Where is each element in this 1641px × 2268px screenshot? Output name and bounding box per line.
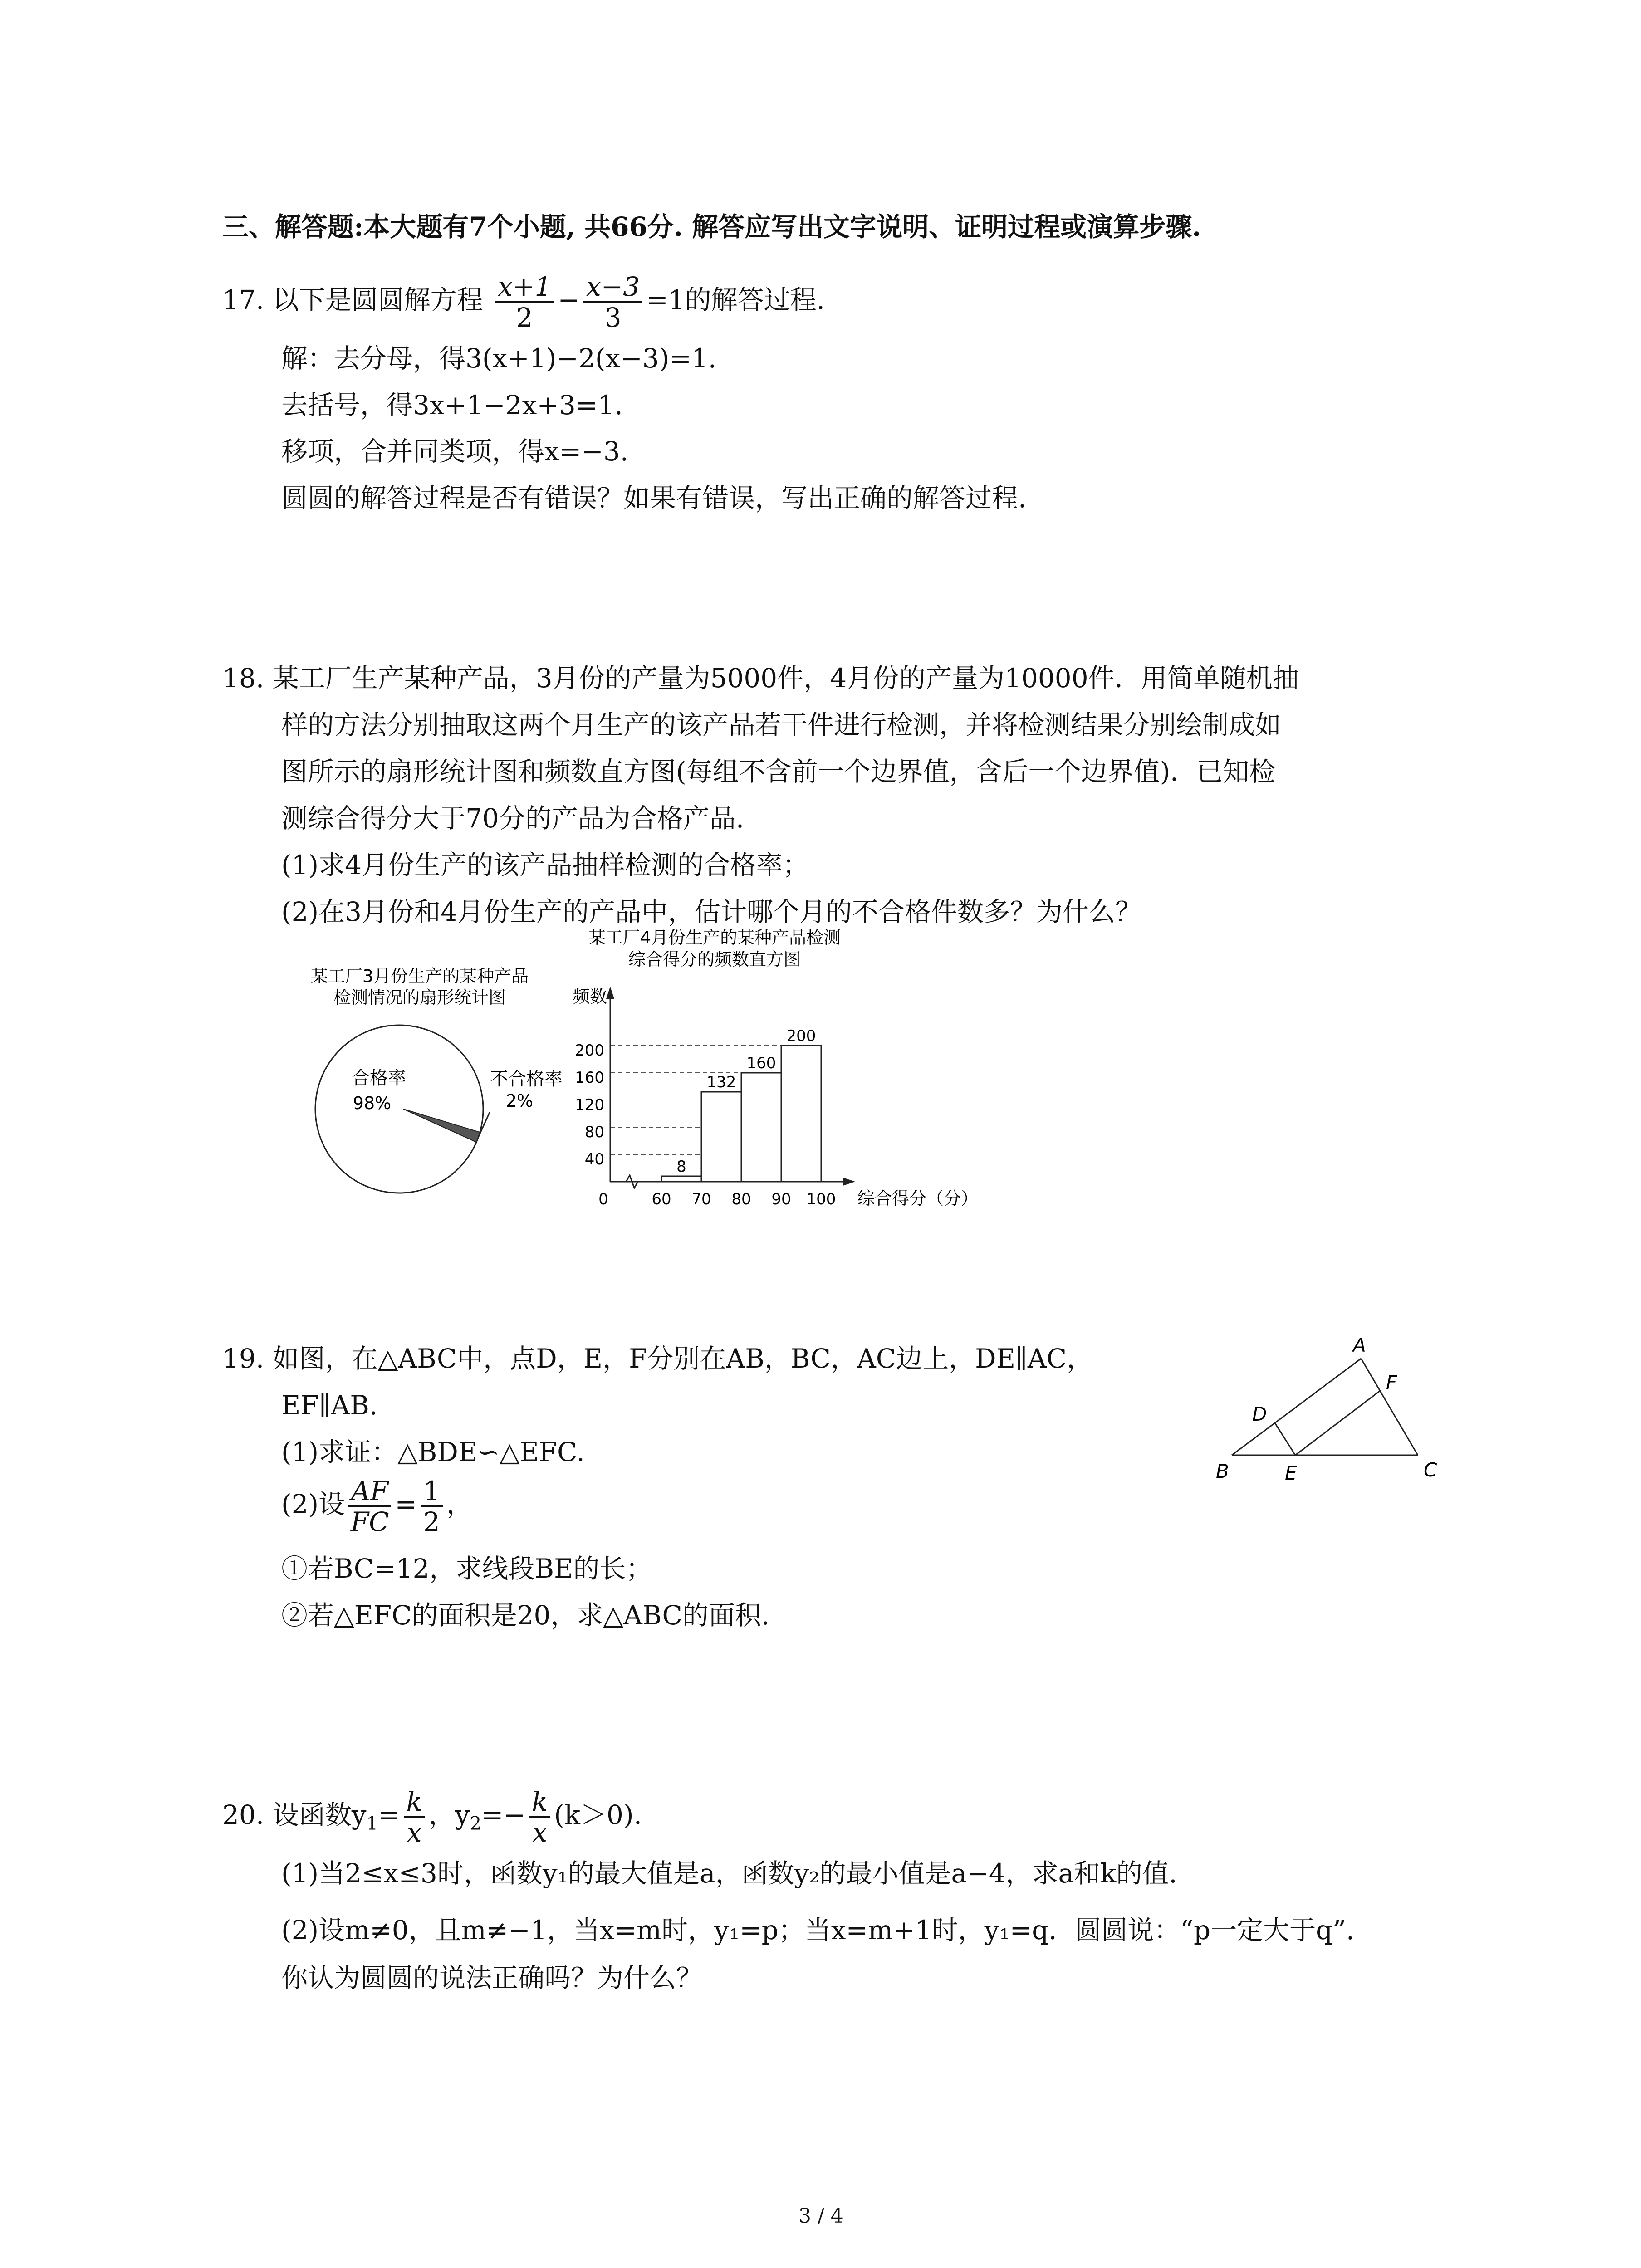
q20-mid: ，y — [428, 1799, 470, 1831]
q18-line2: 样的方法分别抽取这两个月生产的该产品若干件进行检测，并将检测结果分别绘制成如 — [281, 709, 1282, 740]
hist-bars — [661, 1027, 821, 1182]
q18-line1 — [222, 662, 1299, 694]
pie-title-line1: 某工厂3月份生产的某种产品 — [310, 966, 529, 986]
q17-number: 17. — [222, 284, 265, 316]
triangle-figure — [1207, 1334, 1461, 1497]
hist-x-arrow-icon — [843, 1178, 855, 1186]
hist-bar-label: 160 — [746, 1054, 776, 1072]
q19-sub1: ①若BC=12，求线段BE的长； — [281, 1553, 652, 1584]
hist-bar-label: 132 — [706, 1073, 736, 1091]
vertex-label-c: C — [1424, 1459, 1437, 1481]
q19-half-fraction — [421, 1476, 443, 1536]
q20-part2b: 你认为圆圆的说法正确吗？为什么？ — [281, 1962, 703, 1993]
page-number: 3 / 4 — [798, 2204, 843, 2228]
q17-step2: 去括号，得3x+1−2x+3=1. — [281, 390, 623, 420]
q19-half-den: 2 — [423, 1506, 440, 1537]
q18-part1: (1)求4月份生产的该产品抽样检测的合格率； — [281, 850, 809, 880]
hist-ylabel: 频数 — [572, 987, 607, 1007]
q17-question: 圆圆的解答过程是否有错误？如果有错误，写出正确的解答过程. — [281, 483, 1027, 513]
q19-sub2: ②若△EFC的面积是20，求△ABC的面积. — [281, 1600, 770, 1631]
hist-ytick: 120 — [575, 1096, 604, 1114]
pie-value-fail: 2% — [505, 1091, 534, 1111]
q17-fraction-1 — [495, 272, 554, 332]
hist-xtick: 90 — [771, 1190, 791, 1208]
hist-xlabel: 综合得分（分） — [857, 1188, 979, 1208]
hist-bar-label: 200 — [786, 1027, 816, 1045]
q19-ratio-fraction — [348, 1476, 391, 1536]
q19-line1 — [222, 1343, 1093, 1374]
q19-ratio-num: AF — [348, 1476, 391, 1507]
pie-label-pass: 合格率 — [352, 1068, 406, 1089]
segment-de — [1275, 1423, 1295, 1455]
q18-line1-text: 某工厂生产某种产品，3月份的产量为5000件，4月份的产量为10000件．用简单随机抽 — [272, 663, 1299, 694]
q17-fraction-2 — [583, 272, 642, 332]
hist-bar — [781, 1046, 821, 1182]
hist-bar — [661, 1176, 701, 1182]
q17-step3: 移项，合并同类项，得x=−3. — [281, 436, 629, 467]
q20-sub2: 2 — [470, 1813, 481, 1834]
q20-intro: 设函数y — [272, 1799, 367, 1831]
point-label-d: D — [1252, 1403, 1267, 1425]
vertex-label-a: A — [1353, 1334, 1366, 1356]
hist-ytick: 160 — [575, 1069, 604, 1087]
hist-xtick: 70 — [691, 1190, 711, 1208]
histogram-chart — [558, 921, 1021, 1220]
q17-frac2-num: x−3 — [583, 272, 642, 303]
q20-frac2-den: x — [532, 1817, 548, 1848]
q18-part2: (2)在3月份和4月份生产的产品中，估计哪个月的不合格件数多？为什么？ — [281, 896, 1141, 927]
q20-statement — [222, 1787, 642, 1847]
point-label-f: F — [1386, 1371, 1397, 1393]
hist-bar-label: 8 — [676, 1158, 686, 1176]
q19-line2: EF∥AB. — [281, 1390, 378, 1421]
hist-xtick: 80 — [731, 1190, 751, 1208]
hist-xtick: 100 — [806, 1190, 836, 1208]
q20-eq2: =− — [481, 1799, 526, 1831]
pie-chart — [263, 962, 590, 1198]
hist-bar — [701, 1092, 741, 1182]
q17-step1: 解：去分母，得3(x+1)−2(x−3)=1. — [281, 343, 717, 374]
section-title: 三、解答题:本大题有7个小题, 共66分. 解答应写出文字说明、证明过程或演算步骤. — [222, 211, 1201, 242]
q20-frac1-den: x — [407, 1817, 422, 1848]
pie-title-line2: 检测情况的扇形统计图 — [333, 987, 506, 1007]
hist-title-line1: 某工厂4月份生产的某种产品检测 — [588, 928, 841, 948]
hist-xtick: 60 — [652, 1190, 671, 1208]
q18-line4: 测综合得分大于70分的产品为合格产品. — [281, 803, 745, 834]
q17-minus: − — [558, 284, 580, 316]
q19-part2-pre: (2)设 — [281, 1489, 345, 1520]
q20-part1: (1)当2≤x≤3时，函数y₁的最大值是a，函数y₂的最小值是a−4，求a和k的值. — [281, 1858, 1177, 1889]
q20-tail: (k＞0). — [554, 1799, 642, 1831]
pie-label-fail: 不合格率 — [490, 1069, 563, 1090]
q17-statement — [222, 272, 825, 332]
q19-ratio-den: FC — [350, 1506, 389, 1537]
q19-line1-text: 如图，在△ABC中，点D，E，F分别在AB，BC，AC边上，DE∥AC， — [272, 1343, 1093, 1374]
hist-y-arrow-icon — [606, 987, 614, 999]
q20-eq1: = — [377, 1799, 400, 1831]
segment-ab — [1232, 1359, 1361, 1455]
q20-sub1: 1 — [366, 1813, 378, 1834]
vertex-label-b: B — [1216, 1460, 1229, 1482]
hist-bar — [741, 1073, 781, 1182]
pie-circle — [315, 1025, 483, 1193]
hist-xtick: 0 — [598, 1190, 608, 1208]
q17-frac1-den: 2 — [516, 302, 533, 333]
q20-fraction-1 — [404, 1787, 425, 1847]
q19-eq: = — [395, 1489, 417, 1520]
q20-frac2-num: k — [529, 1787, 550, 1818]
q19-part2 — [281, 1476, 473, 1536]
hist-ytick: 40 — [584, 1150, 604, 1168]
hist-title-line2: 综合得分的频数直方图 — [628, 949, 801, 969]
segment-ef — [1295, 1391, 1380, 1455]
q20-frac1-num: k — [404, 1787, 425, 1818]
point-label-e: E — [1285, 1462, 1297, 1484]
q19-number: 19. — [222, 1343, 265, 1374]
q17-frac1-num: x+1 — [495, 272, 554, 303]
q17-eq-tail: =1的解答过程. — [646, 284, 825, 316]
q19-part1: (1)求证：△BDE∽△EFC. — [281, 1437, 585, 1467]
hist-ytick: 80 — [584, 1123, 604, 1141]
pie-value-pass: 98% — [353, 1093, 392, 1113]
q20-part2: (2)设m≠0，且m≠−1，当x=m时，y₁=p；当x=m+1时，y₁=q．圆圆说：“p一定大于q”. — [281, 1915, 1355, 1945]
q20-number: 20. — [222, 1799, 265, 1831]
q19-half-num: 1 — [421, 1476, 443, 1507]
q17-frac2-den: 3 — [604, 302, 622, 333]
q20-fraction-2 — [529, 1787, 550, 1847]
hist-ytick: 200 — [575, 1041, 604, 1060]
q19-comma: ， — [446, 1489, 473, 1520]
q18-line3: 图所示的扇形统计图和频数直方图(每组不含前一个边界值，含后一个边界值)．已知检 — [281, 756, 1276, 787]
q17-intro: 以下是圆圆解方程 — [272, 284, 483, 316]
q18-number: 18. — [222, 663, 265, 694]
